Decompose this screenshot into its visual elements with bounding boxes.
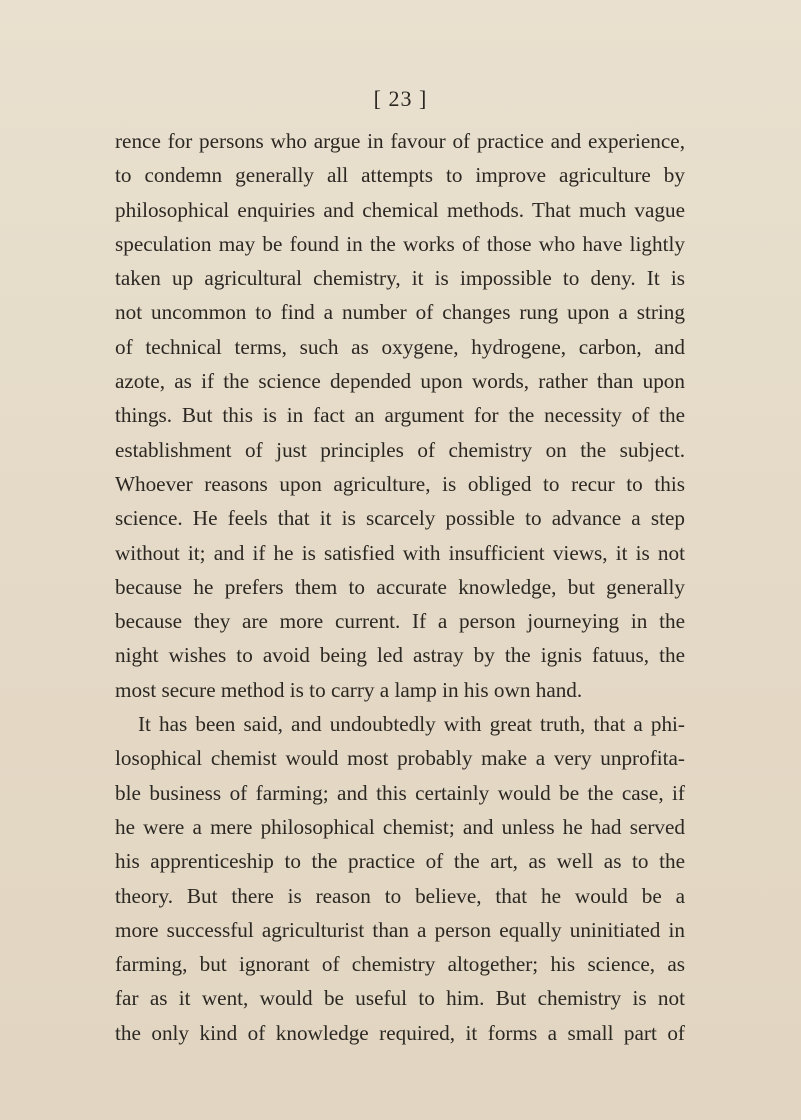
text-line: farming, but ignorant of chemistry altogether; his science, as bbox=[115, 952, 685, 977]
text-line: philosophical enquiries and chemical methods. That much vague bbox=[115, 197, 685, 222]
text-line: most secure method is to carry a lamp in his own hand. bbox=[115, 677, 583, 702]
text-line: not uncommon to find a number of changes rung upon a string bbox=[115, 300, 685, 325]
body-text bbox=[115, 124, 685, 1050]
text-line: his apprenticeship to the practice of the art, as well as to the bbox=[115, 849, 685, 874]
text-line: rence for persons who argue in favour of practice and experience, bbox=[115, 129, 685, 153]
text-line: the only kind of knowledge required, it forms a small part of bbox=[115, 1020, 685, 1045]
text-line: theory. But there is reason to believe, that he would be a bbox=[115, 883, 685, 908]
text-line: without it; and if he is satisfied with insufficient views, it is not bbox=[115, 540, 685, 565]
page-number: [ 23 ] bbox=[373, 86, 428, 111]
text-line: science. He feels that it is scarcely possible to advance a step bbox=[115, 506, 685, 531]
text-line: ble business of farming; and this certainly would be the case, if bbox=[115, 780, 685, 805]
text-line: azote, as if the science depended upon words, rather than upon bbox=[115, 369, 685, 394]
text-line: It has been said, and undoubtedly with great truth, that a phi- bbox=[138, 712, 685, 737]
text-line: taken up agricultural chemistry, it is impossible to deny. It is bbox=[115, 266, 685, 291]
text-line: because they are more current. If a person journeying in the bbox=[115, 609, 685, 634]
text-line: far as it went, would be useful to him. But chemistry is not bbox=[115, 986, 685, 1011]
text-line: losophical chemist would most probably make a very unprofita- bbox=[115, 746, 685, 771]
text-line: night wishes to avoid being led astray by the ignis fatuus, the bbox=[115, 643, 685, 668]
text-line: because he prefers them to accurate knowledge, but generally bbox=[115, 574, 685, 599]
text-line: of technical terms, such as oxygene, hydrogene, carbon, and bbox=[115, 334, 685, 359]
text-line: he were a mere philosophical chemist; and unless he had served bbox=[115, 814, 685, 839]
text-line: things. But this is in fact an argument for the necessity of the bbox=[115, 403, 685, 428]
text-line: to condemn generally all attempts to improve agriculture by bbox=[115, 163, 685, 188]
text-line: more successful agriculturist than a person equally uninitiated in bbox=[115, 917, 685, 942]
text-line: Whoever reasons upon agriculture, is obliged to recur to this bbox=[115, 471, 685, 496]
text-line: establishment of just principles of chemistry on the subject. bbox=[115, 437, 685, 462]
text-line: speculation may be found in the works of those who have lightly bbox=[115, 231, 685, 256]
